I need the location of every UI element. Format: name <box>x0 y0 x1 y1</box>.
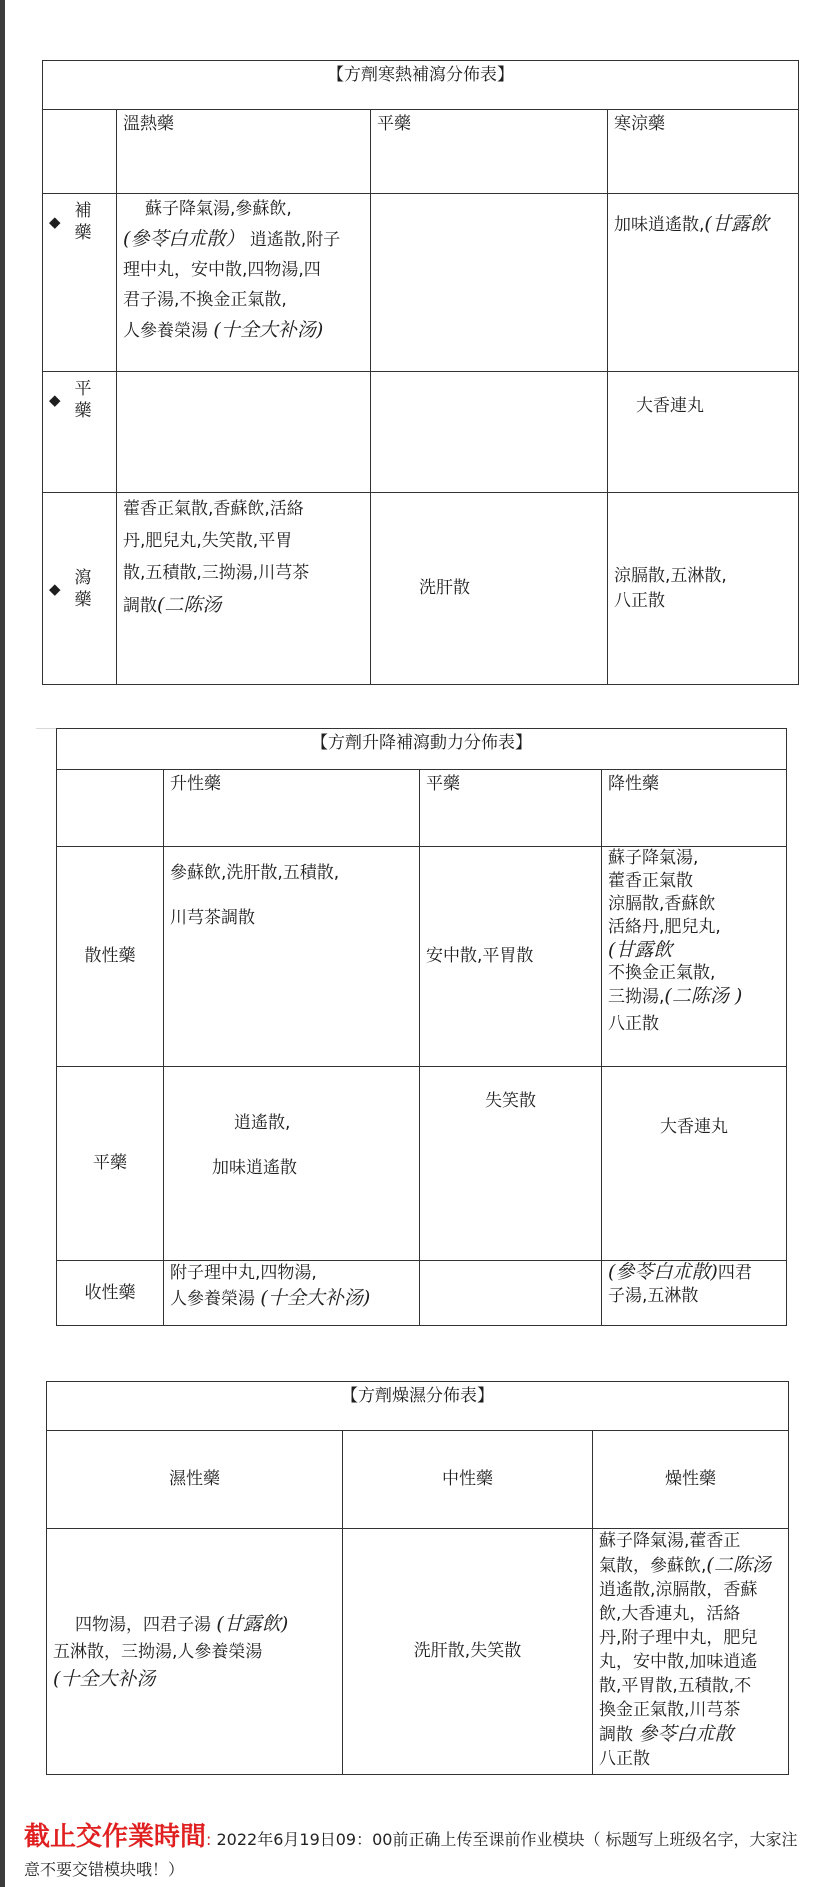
text-line: 子湯,五淋散 <box>608 1286 699 1306</box>
table1-corner <box>43 110 117 194</box>
table1-warm-purge <box>117 493 371 685</box>
text-line: 八正散 <box>599 1749 650 1769</box>
handwritten-note: (二陈汤 <box>706 1554 771 1576</box>
text-line: 丹,附子理中丸，肥兒 <box>599 1628 758 1648</box>
table3-mid-cell: 洗肝散,失笑散 <box>343 1529 593 1775</box>
text-line: 散,平胃散,五積散,不 <box>599 1676 752 1696</box>
table2-rise-disperse <box>164 847 420 1067</box>
text-fragment: 人參養榮湯 <box>123 321 208 341</box>
table-rise-fall <box>56 728 787 1326</box>
text-line: 涼膈散,五淋散, <box>614 565 727 586</box>
table2-neutral-disperse: 安中散,平胃散 <box>420 847 602 1067</box>
table1-neutral-tonify <box>371 194 608 372</box>
text-line <box>123 315 364 346</box>
handwritten-note: (甘露飲 <box>608 939 673 961</box>
table2-row-label-astringe: 收性藥 <box>57 1261 164 1326</box>
text-line <box>170 1286 413 1312</box>
table1-neutral-purge <box>371 493 608 685</box>
text-line: 附子理中丸,四物湯, <box>170 1263 317 1283</box>
table3-wet-cell <box>47 1529 343 1775</box>
text-fragment: 氣散，參蘇飲, <box>599 1556 707 1576</box>
table1-warm-neutral <box>117 372 371 493</box>
table1-warm-tonify <box>117 194 371 372</box>
table3-header-wet: 濕性藥 <box>47 1431 343 1529</box>
table2-rise-neutral <box>164 1067 420 1261</box>
text-line: 參蘇飲,洗肝散,五積散, <box>170 863 340 883</box>
table1-row-label <box>43 372 117 493</box>
text-line: 加味逍遙散 <box>212 1158 297 1178</box>
text-fragment: 調散 <box>123 596 157 616</box>
handwritten-note: (參苓白朮散） <box>123 228 245 250</box>
table2-fall-disperse <box>602 847 787 1067</box>
table2-fall-neutral: 大香連丸 <box>602 1067 787 1261</box>
row-label-neutral: 平藥 <box>74 379 92 421</box>
text-line: 涼膈散,香蘇飲 <box>608 894 716 914</box>
text-line: 藿香正氣散 <box>608 871 693 891</box>
handwritten-note: (甘露飲) <box>216 1612 289 1635</box>
text-line: 蘇子降氣湯,藿香正 <box>599 1531 741 1551</box>
left-edge-bar <box>0 0 5 1887</box>
text-fragment: 人參養榮湯 <box>170 1289 255 1309</box>
handwritten-note: (十全大补汤) <box>260 1287 371 1309</box>
text-line: 丸，安中散,加味逍遙 <box>599 1652 758 1672</box>
text-line: 散,五積散,三拗湯,川芎茶 <box>123 563 310 583</box>
handwritten-note: (二陈汤 ) <box>664 985 743 1007</box>
text-line: 換金正氣散,川芎茶 <box>599 1700 741 1720</box>
text-line: 蘇子降氣湯, <box>608 848 699 868</box>
table3-header-dry: 燥性藥 <box>593 1431 789 1529</box>
table2-corner <box>57 770 164 847</box>
text-line: 川芎茶調散 <box>170 908 255 928</box>
text-fragment: 加味逍遙散, <box>614 215 705 235</box>
table3-dry-cell <box>593 1529 789 1775</box>
table1-title: 【方劑寒熱補瀉分佈表】 <box>43 61 799 110</box>
text-line <box>599 1553 782 1578</box>
row-label-purge: 瀉藥 <box>74 567 92 610</box>
table2-header-neutral: 平藥 <box>420 770 602 847</box>
deadline-notice <box>24 1822 809 1885</box>
text-line <box>608 1261 780 1285</box>
diamond-bullet-icon: ◆ <box>49 579 61 598</box>
text-line <box>53 1611 336 1639</box>
handwritten-note: (參苓白朮散) <box>608 1261 718 1283</box>
text-line: 藿香正氣散,香蘇飲,活絡 <box>123 499 304 519</box>
text-line: 八正散 <box>614 590 665 611</box>
table2-row-label-disperse: 散性藥 <box>57 847 164 1067</box>
text-line: 不換金正氣散, <box>608 963 716 983</box>
text-line <box>608 985 780 1009</box>
handwritten-note: (二陈汤 <box>157 594 222 616</box>
text-line: 理中丸，安中散,四物湯,四 <box>123 260 321 280</box>
row-label-tonify: 補藥 <box>74 201 92 243</box>
text-fragment: 調散 <box>599 1725 633 1745</box>
text-line <box>599 1722 782 1747</box>
table-hot-cold <box>42 60 799 685</box>
diamond-bullet-icon: ◆ <box>49 391 61 409</box>
diamond-bullet-icon: ◆ <box>49 213 61 231</box>
table1-neutral-neutral <box>371 372 608 493</box>
text-line: 逍遙散, <box>234 1113 291 1133</box>
table1-row-label <box>43 194 117 372</box>
table3-header-mid: 中性藥 <box>343 1431 593 1529</box>
table1-header-cold: 寒涼藥 <box>608 110 799 194</box>
table2-header-fall: 降性藥 <box>602 770 787 847</box>
table1-cold-purge <box>608 493 799 685</box>
text-fragment: 逍遙散,附子 <box>249 230 341 250</box>
text-line: 蘇子降氣湯,參蘇飲, <box>145 199 292 219</box>
table2-rise-astringe <box>164 1261 420 1326</box>
table2-fall-astringe <box>602 1261 787 1326</box>
handwritten-note: (十全大补汤 <box>53 1667 156 1690</box>
text-fragment: 四君 <box>717 1263 752 1283</box>
text-line: 逍遙散,涼膈散，香蘇 <box>599 1580 758 1600</box>
text-line <box>123 224 364 255</box>
text-line: 飲,大香連丸，活絡 <box>599 1604 741 1624</box>
text-line <box>123 589 364 622</box>
table2-header-rise: 升性藥 <box>164 770 420 847</box>
text-fragment: 三拗湯, <box>608 987 665 1007</box>
handwritten-note: 參苓白朮散 <box>638 1723 734 1745</box>
text-fragment: 洗肝散 <box>419 578 470 598</box>
handwritten-note: (十全大补汤) <box>213 319 324 341</box>
text-line: 君子湯,不換金正氣散, <box>123 290 287 310</box>
table1-cold-neutral <box>608 372 799 493</box>
text-line: 活絡丹,肥兒丸, <box>608 917 721 937</box>
deadline-heading: 截止交作業時間 <box>24 1822 207 1852</box>
text-fragment: 四物湯，四君子湯 <box>75 1614 211 1635</box>
table2-row-label-neutral: 平藥 <box>57 1067 164 1261</box>
table-dry-wet <box>46 1381 789 1775</box>
table1-row-label <box>43 493 117 685</box>
table1-header-neutral: 平藥 <box>371 110 608 194</box>
table1-header-warm: 溫熱藥 <box>117 110 371 194</box>
table3-title: 【方劑燥濕分佈表】 <box>47 1382 789 1431</box>
table2-neutral-neutral: 失笑散 <box>420 1067 602 1261</box>
text-line: 八正散 <box>608 1014 659 1034</box>
text-line: 丹,肥兒丸,失笑散,平胃 <box>123 531 293 551</box>
text-fragment: 大香連丸 <box>636 396 704 416</box>
table2-neutral-astringe <box>420 1261 602 1326</box>
table1-cold-tonify <box>608 194 799 372</box>
deadline-body: 2022年6月19日09：00前正确上传至课前作业模块（ 标题写上班级名字，大家注意不要交错模块哦！） <box>24 1830 798 1879</box>
table2-title: 【方劑升降補瀉動力分佈表】 <box>57 729 787 770</box>
text-line: 五淋散，三拗湯,人參養榮湯 <box>53 1641 263 1662</box>
deadline-colon: : <box>206 1830 212 1849</box>
handwritten-note: (甘露飲 <box>704 213 769 235</box>
